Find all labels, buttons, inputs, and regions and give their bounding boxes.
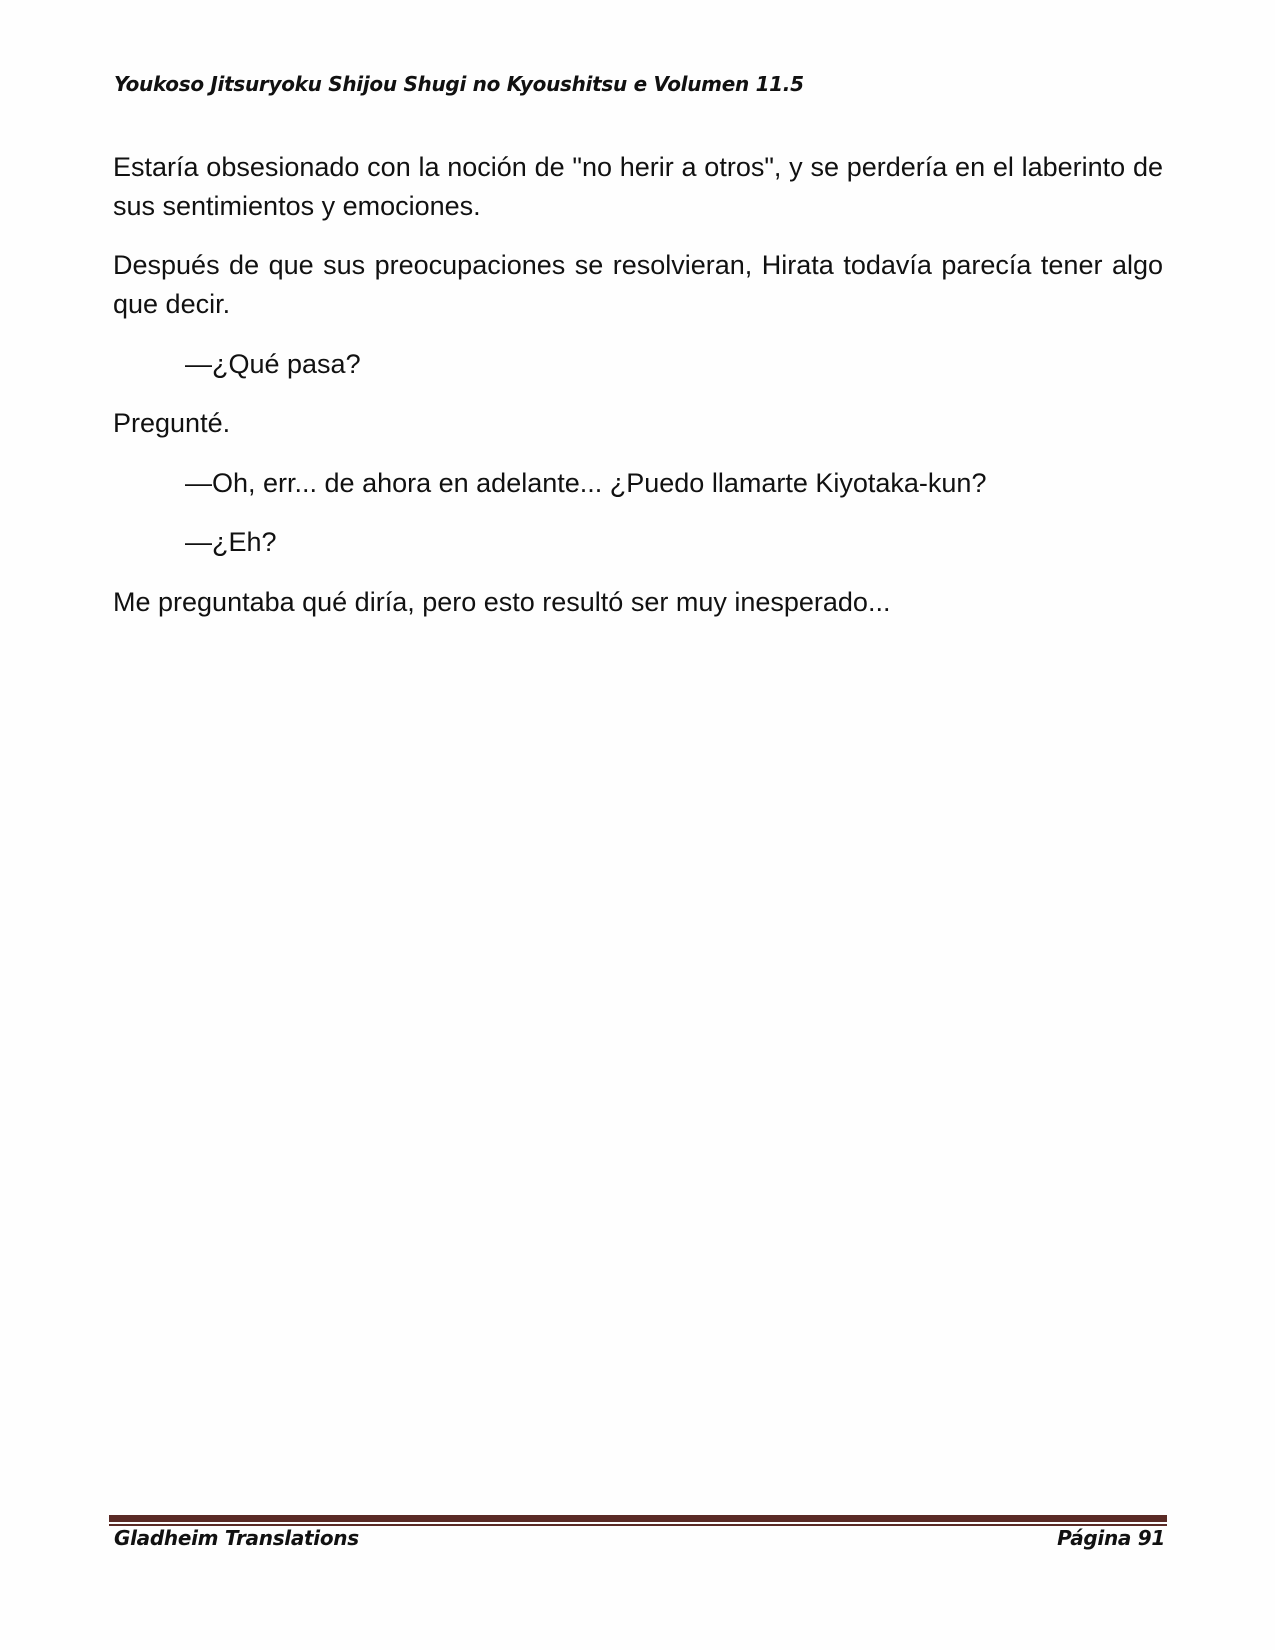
- footer-page-number: Página 91: [1057, 1526, 1165, 1550]
- paragraph-dialogue: —¿Eh?: [185, 527, 277, 557]
- footer-divider: [109, 1515, 1167, 1522]
- footer-translator-credit: Gladheim Translations: [114, 1526, 359, 1550]
- paragraph-dialogue: —¿Qué pasa?: [185, 349, 361, 379]
- paragraph-narration: Pregunté.: [113, 408, 231, 438]
- paragraph-narration: Después de que sus preocupaciones se resolvieran, Hirata todavía parecía tener algo que decir.: [113, 250, 1163, 319]
- paragraph-dialogue: —Oh, err... de ahora en adelante... ¿Puedo llamarte Kiyotaka-kun?: [185, 468, 987, 498]
- paragraph-narration: Me preguntaba qué diría, pero esto resultó ser muy inesperado...: [113, 587, 891, 617]
- paragraph-narration: Estaría obsesionado con la noción de "no herir a otros", y se perdería en el laberinto de sus sentimientos y emociones.: [113, 152, 1163, 221]
- running-header: Youkoso Jitsuryoku Shijou Shugi no Kyoushitsu e Volumen 11.5: [114, 72, 804, 96]
